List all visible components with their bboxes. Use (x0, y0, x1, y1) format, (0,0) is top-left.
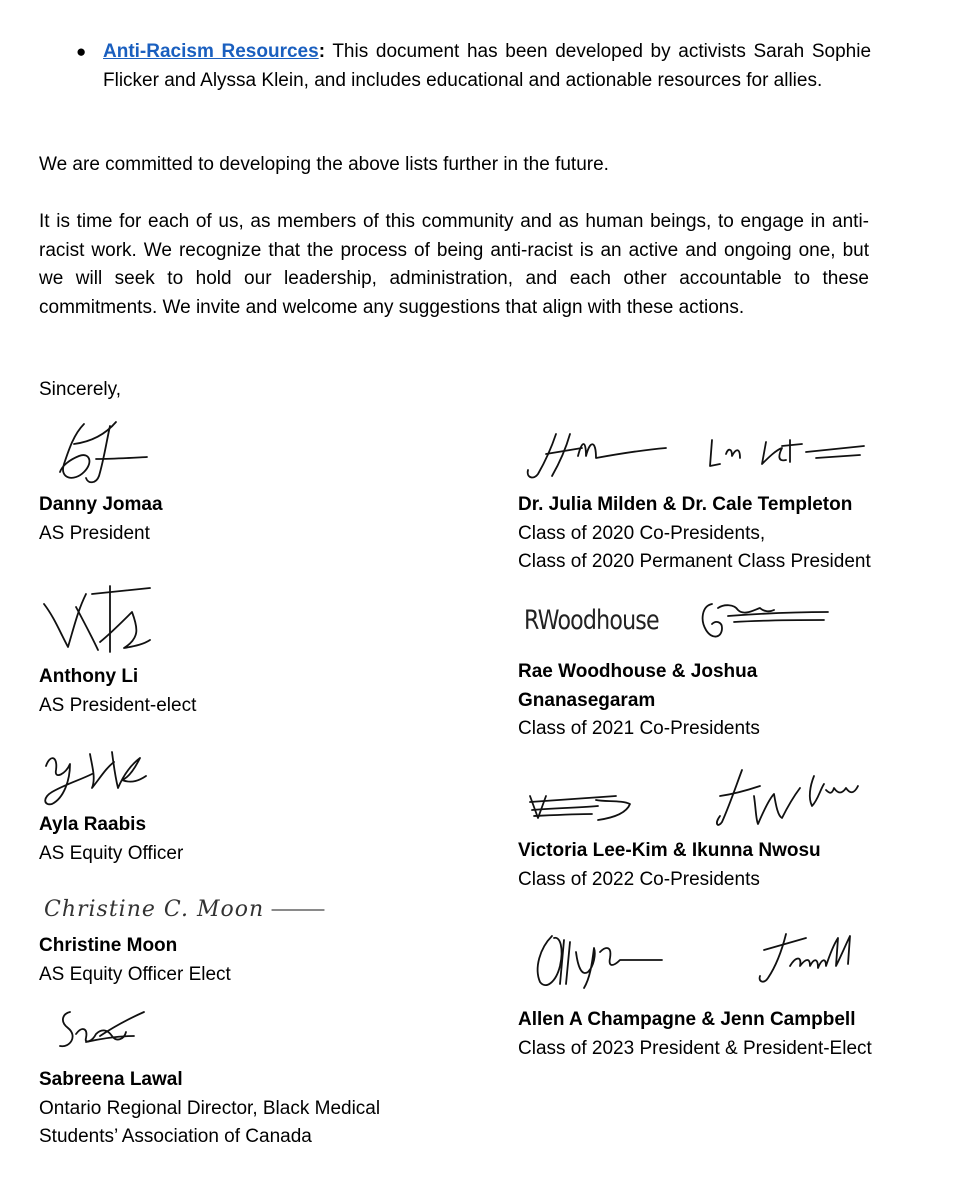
signature-allen-champagne (530, 928, 680, 994)
signatory-role: AS President-elect (39, 694, 197, 716)
signatory-name: Ayla Raabis (39, 814, 147, 835)
signatory-sabreena-lawal (39, 1066, 380, 1152)
signatory-name: Anthony Li (39, 666, 139, 687)
signature-ayla-raabis (40, 744, 150, 810)
signature-christine-moon: Christine C. Moon (44, 897, 265, 922)
signatory-ayla-raabis (39, 811, 183, 868)
signatory-name: Dr. Julia Milden & Dr. Cale Templeton (518, 494, 853, 515)
bullet-description: This document has been developed by activists Sarah Sophie Flicker and Alyssa Klein, and includes educational and actionable resources for allies. (103, 41, 872, 91)
signature-julia-milden (522, 430, 672, 482)
signatory-role: Class of 2023 President & President-Elect (518, 1037, 872, 1059)
signatory-christine-moon (39, 932, 231, 989)
signatory-anthony-li (39, 663, 196, 720)
signatory-role: AS President (39, 522, 150, 544)
signatory-role: AS Equity Officer Elect (39, 963, 231, 985)
signatory-class-2020 (518, 491, 871, 577)
signature-rae-woodhouse: RWoodhouse (524, 605, 659, 636)
signatory-name-line1: Rae Woodhouse & Joshua (518, 661, 758, 682)
signature-joshua-gnanasegaram (694, 598, 834, 644)
signatory-role-line2: Students’ Association of Canada (39, 1126, 312, 1147)
closing-salutation: Sincerely, (39, 379, 122, 400)
bullet-colon: : (318, 41, 326, 62)
anti-racist-work-paragraph: It is time for each of us, as members of this community and as human beings, to engage in anti-racist work. We recognize that the process of being anti-racist is an active and ongoing one, but we will seek to hold our leadership, administration, and each other accountable to these commitments. We invite and welcome any suggestions that align with these actions. (39, 211, 869, 318)
signatory-role-line1: Class of 2020 Co-Presidents, (518, 522, 766, 544)
resource-bullet-item (103, 38, 871, 95)
signatory-name: Sabreena Lawal (39, 1069, 183, 1090)
signatory-role: AS Equity Officer (39, 842, 184, 864)
anti-racism-resources-link[interactable]: Anti-Racism Resources (103, 41, 319, 62)
signatory-role-line1: Ontario Regional Director, Black Medical (39, 1097, 381, 1119)
commitment-paragraph: We are committed to developing the above lists further in the future. (39, 154, 609, 175)
signatory-class-2023 (518, 1006, 872, 1063)
signature-ikunna-nwosu (714, 766, 864, 832)
signature-anthony-li (40, 582, 155, 657)
signatory-danny-jomaa (39, 491, 163, 548)
signatory-class-2021 (518, 658, 760, 744)
signatory-name: Allen A Champagne & Jenn Campbell (518, 1009, 856, 1030)
signature-victoria-lee-kim (526, 790, 636, 826)
signatory-name-line2: Gnanasegaram (518, 689, 656, 711)
signature-cale-templeton (706, 432, 866, 472)
signature-danny-jomaa (44, 414, 154, 489)
signatory-role-line2: Class of 2020 Permanent Class President (518, 551, 871, 572)
signature-sabreena-lawal (56, 1006, 156, 1056)
signature-jenn-campbell (756, 930, 866, 988)
signatory-class-2022 (518, 837, 821, 894)
signatory-role: Class of 2021 Co-Presidents (518, 718, 760, 739)
signatory-name: Victoria Lee-Kim & Ikunna Nwosu (518, 840, 821, 861)
signatory-role: Class of 2022 Co-Presidents (518, 868, 760, 890)
signatory-name: Christine Moon (39, 935, 178, 956)
signatory-name: Danny Jomaa (39, 494, 163, 515)
bullet-icon: ● (76, 42, 87, 61)
